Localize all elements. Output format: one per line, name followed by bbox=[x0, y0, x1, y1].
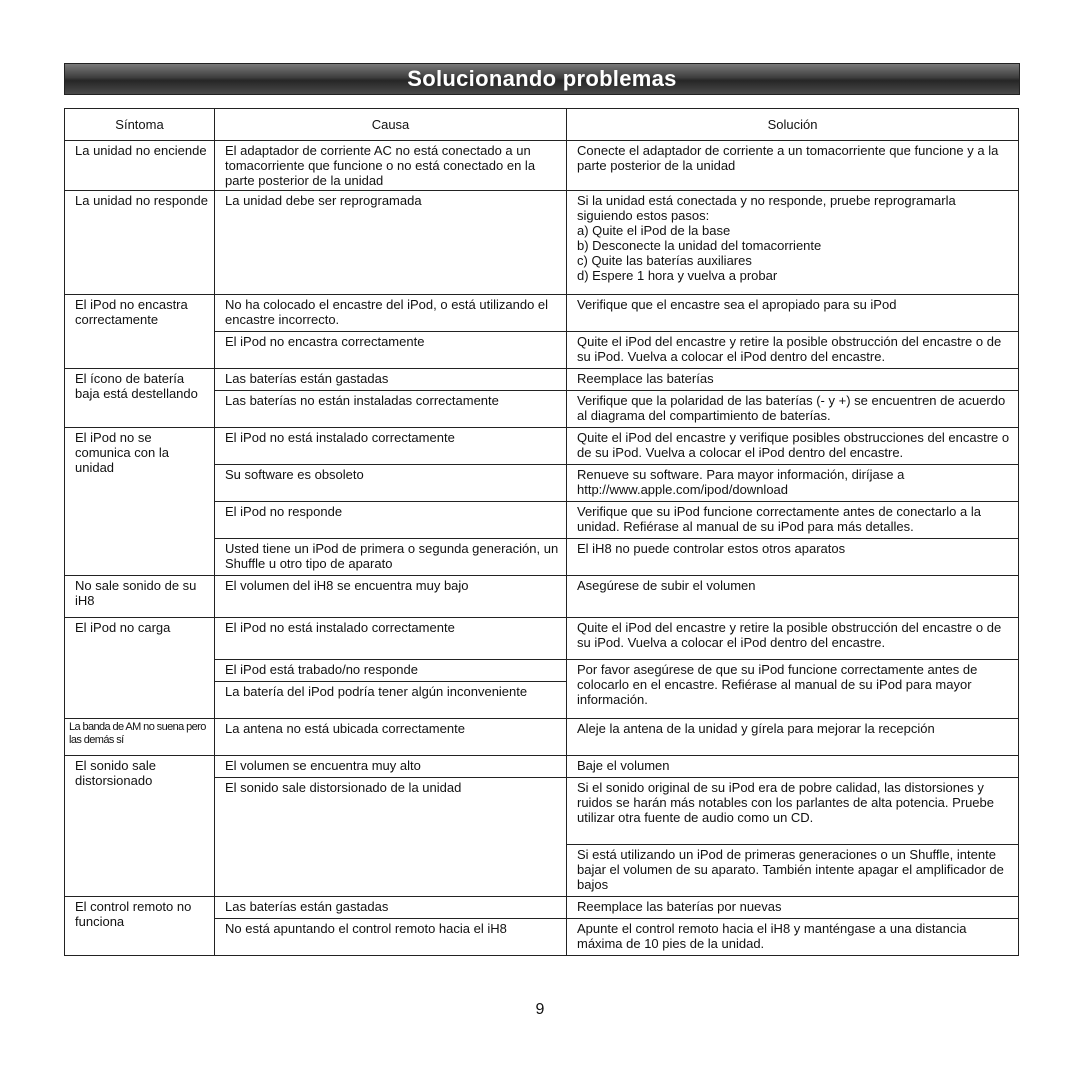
header-row bbox=[65, 109, 1019, 141]
cause-cell: Las baterías no están instaladas correctamente bbox=[215, 391, 567, 428]
solution-cell: Verifique que el encastre sea el apropiado para su iPod bbox=[567, 295, 1019, 332]
cause-cell: Usted tiene un iPod de primera o segunda generación, un Shuffle u otro tipo de aparato bbox=[215, 539, 567, 576]
symptom-cell: El control remoto no funciona bbox=[65, 897, 215, 956]
page-title: Solucionando problemas bbox=[407, 66, 677, 91]
cause-cell: Su software es obsoleto bbox=[215, 465, 567, 502]
cause-cell: El iPod no está instalado correctamente bbox=[215, 428, 567, 465]
solution-cell: Reemplace las baterías bbox=[567, 369, 1019, 391]
title-bar bbox=[64, 63, 1020, 95]
solution-cell: Verifique que su iPod funcione correctamente antes de conectarlo a la unidad. Refiérase al manual de su iPod para más detalles. bbox=[567, 502, 1019, 539]
cause-cell: El iPod no está instalado correctamente bbox=[215, 618, 567, 660]
solution-cell: Asegúrese de subir el volumen bbox=[567, 576, 1019, 618]
table-row bbox=[65, 576, 1019, 618]
troubleshooting-table bbox=[64, 108, 1019, 956]
cause-cell: La batería del iPod podría tener algún inconveniente bbox=[215, 682, 567, 719]
cause-cell: El iPod no responde bbox=[215, 502, 567, 539]
cause-cell: La unidad debe ser reprogramada bbox=[215, 191, 567, 295]
table-row bbox=[65, 618, 1019, 660]
cause-cell: El volumen se encuentra muy alto bbox=[215, 756, 567, 778]
table-row bbox=[65, 141, 1019, 191]
symptom-cell: El ícono de batería baja está destellando bbox=[65, 369, 215, 428]
solution-cell: Si está utilizando un iPod de primeras generaciones o un Shuffle, intente bajar el volumen de su aparato. También intente apagar el amplificador de bajos bbox=[567, 845, 1019, 897]
cause-cell: El sonido sale distorsionado de la unidad bbox=[215, 778, 567, 897]
header-cause: Causa bbox=[215, 109, 567, 141]
symptom-cell: El iPod no encastra correctamente bbox=[65, 295, 215, 369]
cause-cell: No está apuntando el control remoto hacia el iH8 bbox=[215, 919, 567, 956]
header-solution: Solución bbox=[567, 109, 1019, 141]
solution-cell: Quite el iPod del encastre y retire la posible obstrucción del encastre o de su iPod. Vuelva a colocar el iPod dentro del encastre. bbox=[567, 332, 1019, 369]
symptom-cell: El sonido sale distorsionado bbox=[65, 756, 215, 897]
solution-cell: Si el sonido original de su iPod era de pobre calidad, las distorsiones y ruidos se harán más notables con los parlantes de alta potencia. Pruebe utilizar otra fuente de audio como un CD. bbox=[567, 778, 1019, 845]
cause-cell: Las baterías están gastadas bbox=[215, 369, 567, 391]
solution-cell: Conecte el adaptador de corriente a un tomacorriente que funcione y a la parte posterior de la unidad bbox=[567, 141, 1019, 191]
solution-cell: Por favor asegúrese de que su iPod funcione correctamente antes de colocarlo en el encastre. Refiérase al manual de su iPod para mayor información. bbox=[567, 660, 1019, 719]
solution-cell: Aleje la antena de la unidad y gírela para mejorar la recepción bbox=[567, 719, 1019, 756]
table-row bbox=[65, 191, 1019, 295]
solution-cell: Reemplace las baterías por nuevas bbox=[567, 897, 1019, 919]
symptom-cell: El iPod no carga bbox=[65, 618, 215, 719]
solution-cell: Quite el iPod del encastre y retire la posible obstrucción del encastre o de su iPod. Vuelva a colocar el iPod dentro del encastre. bbox=[567, 618, 1019, 660]
cause-cell: El iPod está trabado/no responde bbox=[215, 660, 567, 682]
symptom-cell: No sale sonido de su iH8 bbox=[65, 576, 215, 618]
symptom-cell: La unidad no responde bbox=[65, 191, 215, 295]
solution-cell: Renueve su software. Para mayor información, diríjase a http://www.apple.com/ipod/download bbox=[567, 465, 1019, 502]
header-symptom: Síntoma bbox=[65, 109, 215, 141]
symptom-cell: El iPod no se comunica con la unidad bbox=[65, 428, 215, 576]
solution-cell: Verifique que la polaridad de las baterías (- y +) se encuentren de acuerdo al diagrama del compartimiento de baterías. bbox=[567, 391, 1019, 428]
table-row bbox=[65, 897, 1019, 919]
table-row bbox=[65, 756, 1019, 778]
cause-cell: La antena no está ubicada correctamente bbox=[215, 719, 567, 756]
cause-cell: No ha colocado el encastre del iPod, o está utilizando el encastre incorrecto. bbox=[215, 295, 567, 332]
solution-cell: Baje el volumen bbox=[567, 756, 1019, 778]
cause-cell: El iPod no encastra correctamente bbox=[215, 332, 567, 369]
solution-cell: El iH8 no puede controlar estos otros aparatos bbox=[567, 539, 1019, 576]
cause-cell: Las baterías están gastadas bbox=[215, 897, 567, 919]
page-number: 9 bbox=[535, 1001, 545, 1018]
cause-cell: El volumen del iH8 se encuentra muy bajo bbox=[215, 576, 567, 618]
solution-cell: Apunte el control remoto hacia el iH8 y manténgase a una distancia máxima de 10 pies de la unidad. bbox=[567, 919, 1019, 956]
symptom-cell: La unidad no enciende bbox=[65, 141, 215, 191]
cause-cell: El adaptador de corriente AC no está conectado a un tomacorriente que funcione o no está conectado en la parte posterior de la unidad bbox=[215, 141, 567, 191]
table-row bbox=[65, 369, 1019, 391]
table-row bbox=[65, 428, 1019, 465]
solution-cell: Quite el iPod del encastre y verifique posibles obstrucciones del encastre o de su iPod. Vuelva a colocar el iPod dentro del encastre. bbox=[567, 428, 1019, 465]
table-row bbox=[65, 295, 1019, 332]
solution-cell: Si la unidad está conectada y no responde, pruebe reprogramarla siguiendo estos pasos: a) Quite el iPod de la base b) Desconecte la unidad del tomacorriente c) Quite las baterías auxiliares d) Espere 1 hora y vuelva a probar bbox=[567, 191, 1019, 295]
table-row bbox=[65, 719, 1019, 756]
symptom-cell: La banda de AM no suena pero las demás sí bbox=[65, 719, 215, 756]
